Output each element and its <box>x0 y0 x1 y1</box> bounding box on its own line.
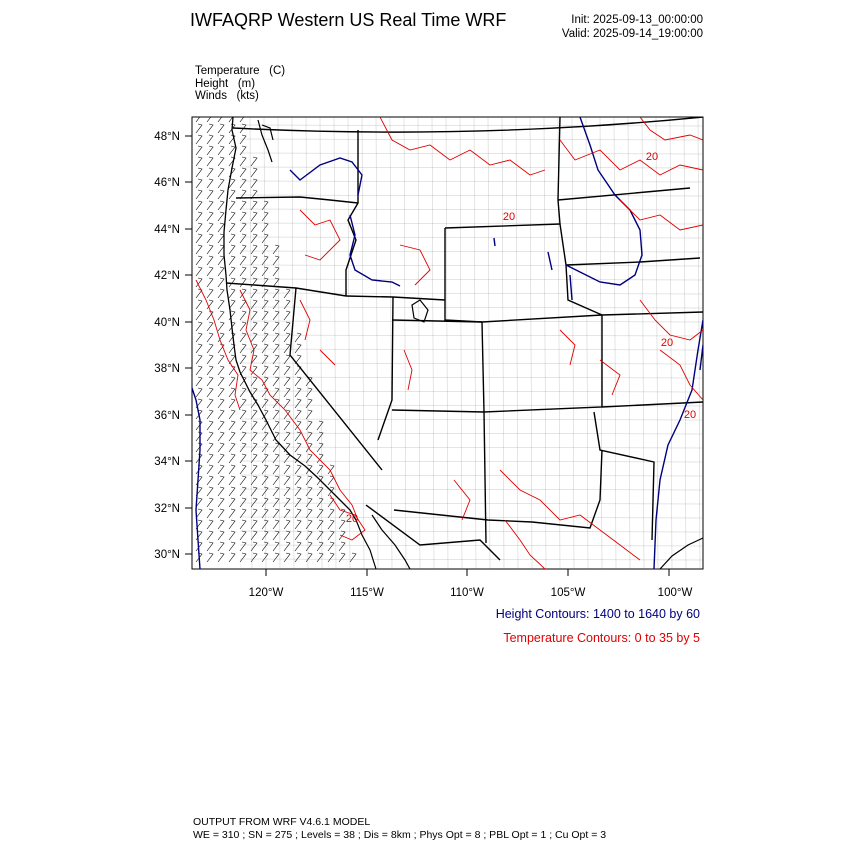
init-time: Init: 2025-09-13_00:00:00 <box>571 14 703 26</box>
model-info-footer <box>193 816 606 841</box>
lat-label: 40°N <box>154 317 180 329</box>
plot-frame <box>192 117 703 569</box>
lon-label: 110°W <box>450 587 484 599</box>
lat-label: 44°N <box>154 224 180 236</box>
contour-label: 20 <box>345 513 359 525</box>
model-settings: WE = 310 ; SN = 275 ; Levels = 38 ; Dis = 8km ; Phys Opt = 8 ; PBL Opt = 1 ; Cu Opt = 3 <box>193 828 607 841</box>
lat-label: 36°N <box>154 410 180 422</box>
lat-label: 38°N <box>154 363 180 375</box>
y-axis <box>185 136 192 554</box>
variable-winds: Winds (kts) <box>195 90 259 102</box>
contour-label: 20 <box>502 211 516 223</box>
valid-time: Valid: 2025-09-14_19:00:00 <box>561 28 703 40</box>
lat-label: 46°N <box>154 177 180 189</box>
variable-temperature: Temperature (C) <box>195 65 286 77</box>
lat-label: 34°N <box>154 456 180 468</box>
model-version: OUTPUT FROM WRF V4.6.1 MODEL <box>193 816 371 828</box>
lon-label: 105°W <box>550 587 586 599</box>
lat-label: 48°N <box>154 131 180 143</box>
lon-label: 115°W <box>350 587 384 599</box>
lon-label: 100°W <box>657 587 693 599</box>
plot-title: IWFAQRP Western US Real Time WRF <box>190 10 507 30</box>
variable-height: Height (m) <box>195 77 256 90</box>
lat-label: 32°N <box>154 503 180 515</box>
x-axis-labels <box>249 587 693 599</box>
contour-label: 20 <box>660 337 674 349</box>
lon-label: 120°W <box>248 587 284 599</box>
contour-label: 20 <box>645 151 659 163</box>
height-contours-legend: Height Contours: 1400 to 1640 by 60 <box>495 607 700 621</box>
y-axis-labels <box>154 131 180 561</box>
lat-label: 42°N <box>154 270 180 282</box>
contour-label: 20 <box>683 409 697 421</box>
lat-label: 30°N <box>154 549 180 561</box>
x-axis <box>266 569 669 576</box>
temperature-contours-legend: Temperature Contours: 0 to 35 by 5 <box>503 631 700 645</box>
